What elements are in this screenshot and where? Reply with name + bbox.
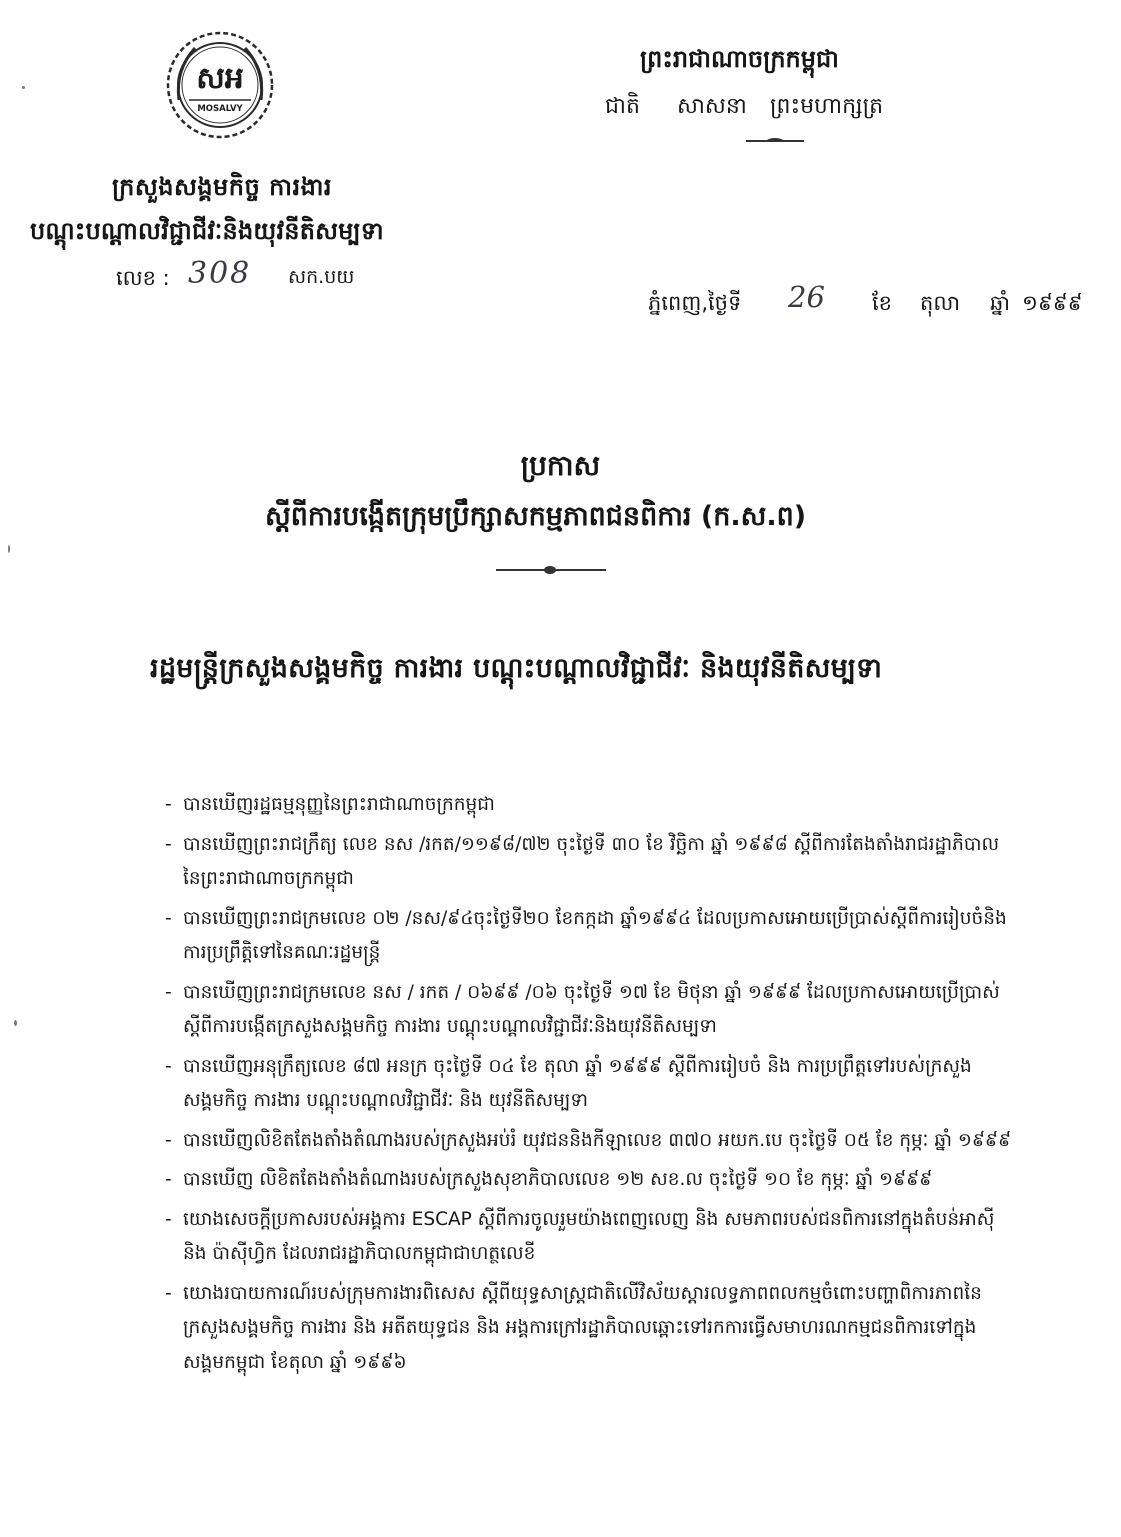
date-month-label: ខែ bbox=[872, 291, 892, 315]
consideration-item bbox=[165, 1163, 1095, 1198]
list-dash: - bbox=[165, 1055, 172, 1077]
consideration-item bbox=[165, 1124, 1095, 1159]
reference-label: លេខ : bbox=[116, 266, 170, 290]
motto-religion: សាសនា bbox=[677, 94, 747, 119]
consideration-line: បានឃើញលិខិតតែងតាំងតំណាងរបស់ក្រសួងអប់រំ យុវជននិងកីឡាលេខ ៣៧០ អយក.បេ ចុះថ្ងៃទី ០៥ ខែ កុម្ភៈ ឆ្នាំ ១៩៩៩ bbox=[183, 1129, 1012, 1151]
consideration-item bbox=[165, 1050, 1095, 1119]
date-year: ១៩៩៩ bbox=[1022, 291, 1083, 315]
motto-divider bbox=[746, 140, 804, 142]
minister-heading: រដ្ឋមន្ត្រីក្រសួងសង្គមកិច្ច ការងារ បណ្តុះបណ្តាលវិជ្ជាជីវៈ និងយុវនីតិសម្បទា bbox=[150, 653, 883, 684]
scan-speck bbox=[8, 545, 10, 553]
scan-speck bbox=[14, 1020, 17, 1026]
consideration-line: យោងរបាយការណ៍របស់ក្រុមការងារពិសេស ស្តីពីយុទ្ធសាស្ត្រជាតិលើវិស័យស្តារលទ្ធភាពពលកម្មចំពោះបញ្ហាពិការភាពនៃ bbox=[183, 1282, 982, 1304]
consideration-line: នៃព្រះរាជាណាចក្រកម្ពុជា bbox=[183, 868, 354, 889]
ministry-seal-logo bbox=[165, 30, 275, 140]
list-dash: - bbox=[165, 907, 172, 929]
list-dash: - bbox=[165, 1282, 172, 1304]
list-dash: - bbox=[165, 833, 172, 855]
date-day: 26 bbox=[788, 280, 825, 314]
ministry-name-line-1: ក្រសួងសង្គមកិច្ច ការងារ bbox=[112, 173, 333, 201]
consideration-line: សង្គមកម្ពុជា ខែតុលា ឆ្នាំ ១៩៩៦ bbox=[183, 1351, 407, 1373]
title-divider bbox=[496, 569, 606, 571]
svg-text:សអ: សអ bbox=[196, 61, 244, 96]
consideration-line: បានឃើញរដ្ឋធម្មនុញ្ញនៃព្រះរាជាណាចក្រកម្ពុជា bbox=[183, 794, 495, 815]
motto-nation: ជាតិ bbox=[605, 94, 640, 119]
date-month: តុលា bbox=[920, 291, 960, 315]
consideration-item bbox=[165, 788, 1095, 823]
consideration-line: យោងសេចក្តីប្រកាសរបស់អង្គការ ESCAP ស្តីពីការចូលរួមយ៉ាងពេញលេញ និង សមភាពរបស់ជនពិការនៅក្នុងតំបន់អាស៊ី bbox=[183, 1208, 995, 1230]
motto-king: ព្រះមហាក្សត្រ bbox=[770, 94, 884, 119]
consideration-item bbox=[165, 976, 1095, 1045]
consideration-line: សង្គមកិច្ច ការងារ បណ្តុះបណ្តាលវិជ្ជាជីវៈ និង យុវនីតិសម្បទា bbox=[183, 1090, 589, 1111]
date-place-label: ភ្នំពេញ,ថ្ងៃទី bbox=[648, 291, 742, 315]
ministry-name-line-2: បណ្តុះបណ្តាលវិជ្ជាជីវៈនិងយុវនីតិសម្បទា bbox=[30, 217, 384, 245]
document-subject: ស្តីពីការបង្កើតក្រុមប្រឹក្សាសកម្មភាពជនពិការ (ក.ស.ព) bbox=[265, 501, 807, 532]
reference-suffix: សក.បយ bbox=[288, 266, 355, 288]
consideration-item bbox=[165, 902, 1095, 971]
consideration-line: បានឃើញអនុក្រឹត្យលេខ ៨៧ អនក្រ ចុះថ្ងៃទី ០៤ ខែ តុលា ឆ្នាំ ១៩៩៩ ស្តីពីការរៀបចំ និង ការប្រព្រឹត្តទៅរបស់ក្រសួង bbox=[183, 1055, 972, 1077]
consideration-line: បានឃើញព្រះរាជក្រមលេខ ០២ /នស/៩៤ចុះថ្ងៃទី២០ ខែកក្កដា ឆ្នាំ១៩៩៤ ដែលប្រកាសអោយប្រើប្រាស់ស្តីពីការរៀបចំនិង bbox=[183, 907, 1007, 929]
consideration-line: បានឃើញ លិខិតតែងតាំងតំណាងរបស់ក្រសួងសុខាភិបាលលេខ ១២ សខ.ល ចុះថ្ងៃទី ១០ ខែ កុម្ភៈ ឆ្នាំ ១៩៩៩ bbox=[183, 1169, 933, 1190]
list-dash: - bbox=[165, 1208, 172, 1230]
list-dash: - bbox=[165, 1129, 172, 1151]
scan-speck bbox=[22, 86, 25, 89]
consideration-item bbox=[165, 1203, 1095, 1272]
consideration-line: ការប្រព្រឹត្តិទៅនៃគណៈរដ្ឋមន្ត្រី bbox=[183, 942, 381, 963]
list-dash: - bbox=[165, 981, 172, 1003]
reference-number: 308 bbox=[188, 256, 252, 291]
document-type-title: ប្រកាស bbox=[520, 449, 601, 482]
consideration-line: បានឃើញព្រះរាជក្រមលេខ នស / រកត / ០៦៩៩ /០៦ ចុះថ្ងៃទី ១៧ ខែ មិថុនា ឆ្នាំ ១៩៩៩ ដែលប្រកាសអោយប្រើប្រាស់ bbox=[183, 981, 1000, 1003]
list-dash: - bbox=[165, 794, 172, 815]
consideration-line: និង ប៉ាស៊ីហ្វិក ដែលរាជរដ្ឋាភិបាលកម្ពុជាជាហត្ថលេខី bbox=[183, 1243, 536, 1264]
list-dash: - bbox=[165, 1169, 172, 1190]
consideration-item bbox=[165, 828, 1095, 897]
considerations-list bbox=[165, 788, 1095, 1385]
consideration-line: ស្តីពីការបង្កើតក្រសួងសង្គមកិច្ច ការងារ បណ្តុះបណ្តាលវិជ្ជាជីវៈនិងយុវនីតិសម្បទា bbox=[183, 1016, 717, 1037]
svg-text:MOSALVY: MOSALVY bbox=[197, 104, 243, 114]
consideration-line: បានឃើញព្រះរាជក្រឹត្យ លេខ នស /រកត/១១៩៨/៧២ ចុះថ្ងៃទី ៣០ ខែ វិច្ឆិកា ឆ្នាំ ១៩៩៨ ស្តីពីការតែងតាំងរាជរដ្ឋាភិបាល bbox=[183, 833, 1000, 855]
consideration-item bbox=[165, 1277, 1095, 1381]
kingdom-heading: ព្រះរាជាណាចក្រកម្ពុជា bbox=[640, 45, 839, 73]
date-year-label: ឆ្នាំ bbox=[990, 291, 1010, 315]
consideration-line: ក្រសួងសង្គមកិច្ច ការងារ និង អតីតយុទ្ធជន និង អង្គការក្រៅរដ្ឋាភិបាលឆ្ពោះទៅរកការធ្វើសមាហរណកម្មជនពិការទៅក្នុង bbox=[183, 1317, 977, 1338]
